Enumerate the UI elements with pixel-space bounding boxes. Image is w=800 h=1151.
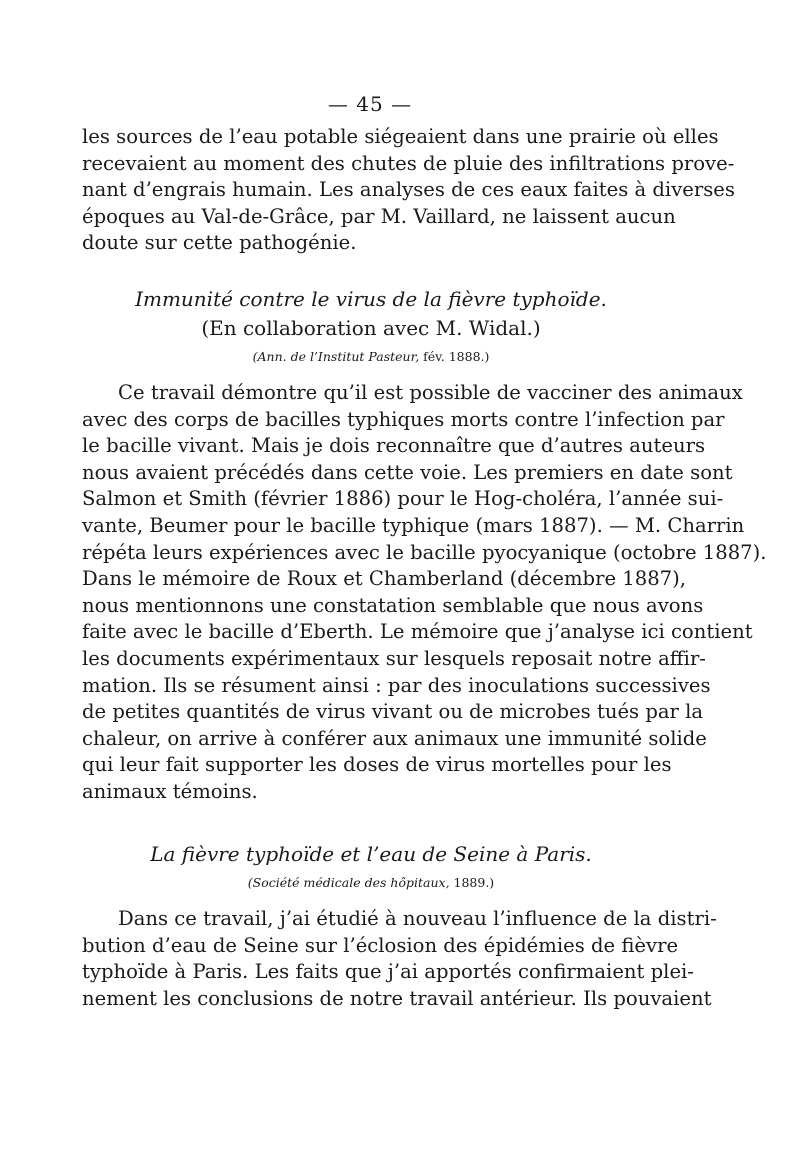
text-line: nant d’engrais humain. Les analyses de ces eaux faites à diverses [82, 178, 735, 202]
text-line: nement les conclusions de notre travail antérieur. Ils pouvaient [82, 986, 712, 1010]
text-line: les sources de l’eau potable siégeaient dans une prairie où elles [82, 125, 719, 148]
citation-date: fév. 1888.) [419, 349, 490, 364]
text-line: recevaient au moment des chutes de pluie des infiltrations prove- [82, 151, 735, 175]
paragraph-eau-de-seine [82, 906, 717, 1012]
citation-source: (Société médicale des hôpitaux, [247, 875, 450, 890]
text-line: avec des corps de bacilles typhiques morts contre l’infection par [82, 407, 725, 431]
text-line: animaux témoins. [82, 779, 258, 803]
page-number: — 45 — [327, 92, 413, 116]
text-line: qui leur fait supporter les doses de virus mortelles pour les [82, 753, 672, 777]
citation-ann-institut-pasteur [82, 349, 660, 364]
citation-societe-medicale [82, 875, 660, 890]
text-line: nous mentionnons une constatation semblable que nous avons [82, 593, 704, 617]
text-line: nous avaient précédés dans cette voie. Les premiers en date sont [82, 460, 733, 484]
section-title-eau-de-seine: La fièvre typhoïde et l’eau de Seine à Paris. [150, 842, 592, 866]
text-line: répéta leurs expériences avec le bacille pyocyanique (octobre 1887). [82, 540, 767, 564]
text-line: chaleur, on arrive à conférer aux animaux une immunité solide [82, 726, 707, 750]
text-line: Dans ce travail, j’ai étudié à nouveau l’influence de la distri- [118, 907, 717, 930]
text-line: faite avec le bacille d’Eberth. Le mémoire que j’analyse ici contient [82, 620, 753, 644]
text-line: mation. Ils se résument ainsi : par des inoculations successives [82, 673, 711, 697]
text-line: doute sur cette pathogénie. [82, 231, 357, 255]
section-subtitle-collaboration: (En collaboration avec M. Widal.) [201, 316, 541, 340]
text-line: Ce travail démontre qu’il est possible de vacciner des animaux [118, 381, 743, 404]
citation-date: 1889.) [449, 875, 495, 890]
text-line: époques au Val-de-Grâce, par M. Vaillard, ne laissent aucun [82, 204, 676, 228]
text-line: le bacille vivant. Mais je dois reconnaître que d’autres auteurs [82, 434, 706, 458]
paragraph-intro [82, 124, 735, 257]
text-line: bution d’eau de Seine sur l’éclosion des épidémies de fièvre [82, 933, 679, 957]
citation-source: (Ann. de l’Institut Pasteur, [252, 349, 420, 364]
section-title-immunite: Immunité contre le virus de la fièvre typhoïde. [135, 287, 607, 311]
text-line: typhoïde à Paris. Les faits que j’ai apportés confirmaient plei- [82, 960, 694, 984]
text-line: les documents expérimentaux sur lesquels reposait notre affir- [82, 646, 706, 670]
text-line: de petites quantités de virus vivant ou de microbes tués par la [82, 700, 704, 724]
text-line: Salmon et Smith (février 1886) pour le Hog-choléra, l’année sui- [82, 487, 724, 511]
text-line: vante, Beumer pour le bacille typhique (mars 1887). — M. Charrin [82, 513, 745, 537]
paragraph-vaccination [82, 380, 767, 806]
text-line: Dans le mémoire de Roux et Chamberland (décembre 1887), [82, 567, 687, 591]
